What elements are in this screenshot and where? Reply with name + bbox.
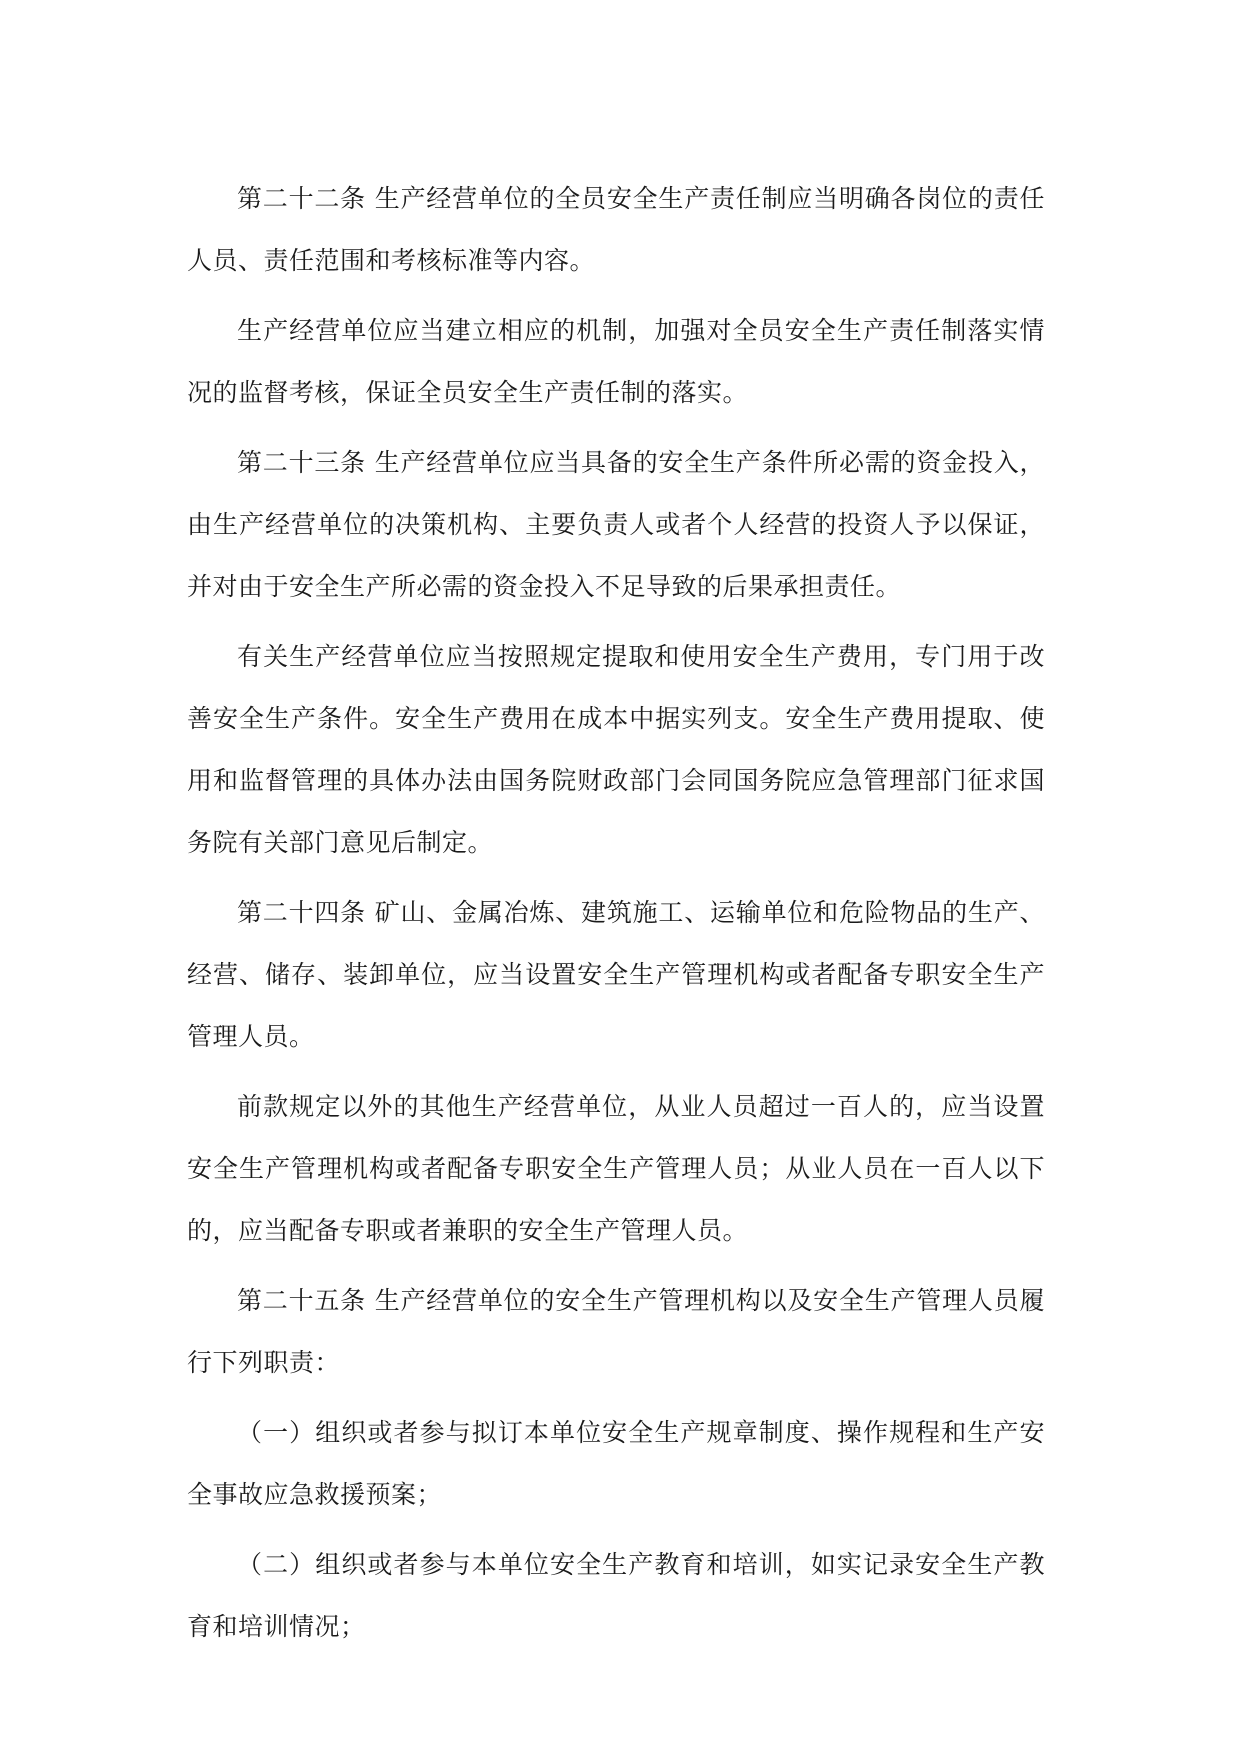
paragraph-article-22-supervision: 生产经营单位应当建立相应的机制，加强对全员安全生产责任制落实情况的监督考核，保证全员安全生产责任制的落实。 xyxy=(187,316,1045,407)
list-item-duty-1: （一）组织或者参与拟订本单位安全生产规章制度、操作规程和生产安全事故应急救援预案； xyxy=(187,1418,1045,1509)
paragraph-article-24: 第二十四条 矿山、金属冶炼、建筑施工、运输单位和危险物品的生产、经营、储存、装卸单位，应当设置安全生产管理机构或者配备专职安全生产管理人员。 xyxy=(187,898,1045,1051)
paragraph-article-23: 第二十三条 生产经营单位应当具备的安全生产条件所必需的资金投入，由生产经营单位的决策机构、主要负责人或者个人经营的投资人予以保证，并对由于安全生产所必需的资金投入不足导致的后果承担责任。 xyxy=(187,448,1045,601)
paragraph-article-23-expenses: 有关生产经营单位应当按照规定提取和使用安全生产费用，专门用于改善安全生产条件。安全生产费用在成本中据实列支。安全生产费用提取、使用和监督管理的具体办法由国务院财政部门会同国务院应急管理部门征求国务院有关部门意见后制定。 xyxy=(187,642,1045,857)
paragraph-article-25: 第二十五条 生产经营单位的安全生产管理机构以及安全生产管理人员履行下列职责： xyxy=(187,1286,1045,1377)
paragraph-article-24-other-units: 前款规定以外的其他生产经营单位，从业人员超过一百人的，应当设置安全生产管理机构或者配备专职安全生产管理人员；从业人员在一百人以下的，应当配备专职或者兼职的安全生产管理人员。 xyxy=(187,1092,1045,1245)
list-item-duty-2: （二）组织或者参与本单位安全生产教育和培训，如实记录安全生产教育和培训情况； xyxy=(187,1550,1045,1641)
document-body xyxy=(187,168,1045,1666)
paragraph-article-22: 第二十二条 生产经营单位的全员安全生产责任制应当明确各岗位的责任人员、责任范围和考核标准等内容。 xyxy=(187,184,1045,275)
